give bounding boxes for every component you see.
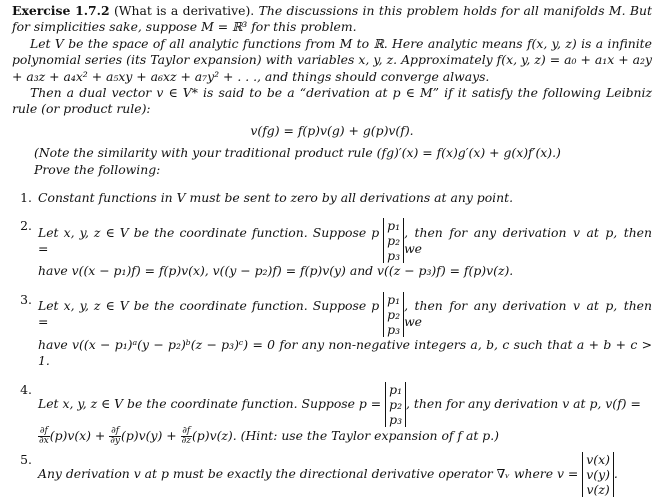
- item-number: 2.: [20, 218, 32, 234]
- p-component: p₃: [387, 248, 401, 264]
- exercise-subtitle: (What is a derivative).: [113, 3, 255, 18]
- item-text-post: .: [613, 465, 618, 481]
- v-component: v(x): [586, 451, 610, 467]
- item-text: Let x, y, z ∈ V be the coordinate function. Suppose p =: [38, 224, 380, 256]
- p-component: p₂: [387, 233, 401, 249]
- partial-fy: $\frac{\partial f}{\partial y}$: [110, 425, 121, 446]
- problem-item-2: [12, 218, 652, 279]
- p-component: p₁: [387, 218, 401, 234]
- p-component: p₁: [387, 291, 401, 307]
- item-text: Any derivation v at p must be exactly the directional derivative operator ∇ᵥ where v =: [38, 465, 579, 481]
- p-column-vector: [383, 292, 404, 337]
- v-component: v(y): [586, 466, 610, 482]
- problem-item-4: [12, 382, 652, 446]
- partial-fx: $\frac{\partial f}{\partial x}$: [39, 425, 49, 446]
- intro-paragraph: [12, 3, 652, 36]
- item-text: Constant functions in V must be sent to zero by all derivations at any point.: [38, 190, 514, 206]
- item-number: 3.: [20, 291, 32, 307]
- p-component: p₂: [389, 396, 403, 412]
- item-text: Let x, y, z ∈ V be the coordinate function. Suppose p =: [38, 297, 380, 330]
- prove-heading: Prove the following:: [34, 161, 161, 177]
- exercise-title: Exercise 1.7.2: [12, 3, 110, 18]
- intro-line-1: The discussions in this problem holds for all manifolds M. But for simplicities sake, suppose M = ℝ³ for this problem.: [12, 3, 652, 35]
- item-continuation: $\frac{\partial f}{\partial x}$ (p)v(x) + $\frac{\partial f}{\partial y}$ (p)v(y) + $\frac{\partial f}{\partial z}$ (p)v(z). (Hint: use the Taylor expansion of f at p.): [39, 425, 499, 446]
- item-continuation: have v((x − p₁)f) = f(p)v(x), v((y − p₂)f) = f(p)v(y) and v((z − p₃)f) = f(p)v(z).: [38, 263, 514, 279]
- v-column-vector: [582, 452, 614, 497]
- intro-line-3: Then a dual vector v ∈ V* is said to be a “derivation at p ∈ M” if it satisfy the following Leibniz rule (or product rule):: [12, 85, 652, 117]
- item-number: 4.: [20, 381, 32, 397]
- item-number: 1.: [20, 190, 32, 206]
- p-column-vector: [383, 218, 404, 263]
- partial-fz: $\frac{\partial f}{\partial z}$: [181, 425, 191, 446]
- p-component: p₃: [387, 321, 401, 337]
- problem-item-1: [12, 190, 652, 206]
- item-text-post: , then for any derivation v at p, v(f) =: [406, 395, 641, 411]
- item-text: Let x, y, z ∈ V be the coordinate function. Suppose p =: [38, 395, 382, 411]
- v-component: v(z): [586, 481, 610, 497]
- item-number: 5.: [20, 451, 32, 467]
- item-continuation: have v((x − p₁)ᵃ(y − p₂)ᵇ(z − p₃)ᶜ) = 0 for any non-negative integers a, b, c such that a + b + c > 1.: [38, 336, 652, 369]
- problem-item-3: [12, 292, 652, 370]
- item-text-post: , then for any derivation v at p, then we: [404, 224, 652, 256]
- item-text-post: , then for any derivation v at p, then we: [404, 297, 652, 330]
- leibniz-rule: v(fg) = f(p)v(g) + g(p)v(f).: [250, 122, 414, 138]
- p-component: p₁: [389, 381, 403, 397]
- product-rule-note: (Note the similarity with your traditional product rule (fg)′(x) = f(x)g′(x) + g(x)f′(x).): [34, 145, 561, 161]
- p-component: p₂: [387, 306, 401, 322]
- problem-item-5: [12, 452, 652, 497]
- p-component: p₃: [389, 411, 403, 427]
- p-column-vector: [385, 382, 406, 427]
- intro-line-2: Let V be the space of all analytic functions from M to ℝ. Here analytic means f(x, y, z) is a infinite polynomial series (its Taylor expansion) with variables x, y, z. Approximately f(x, y, z) = a₀ + a₁x + a₂y + a₃z + a₄x² + a₅xy + a₆xz + a₇y² + . . ., and things should converge always.: [12, 35, 652, 84]
